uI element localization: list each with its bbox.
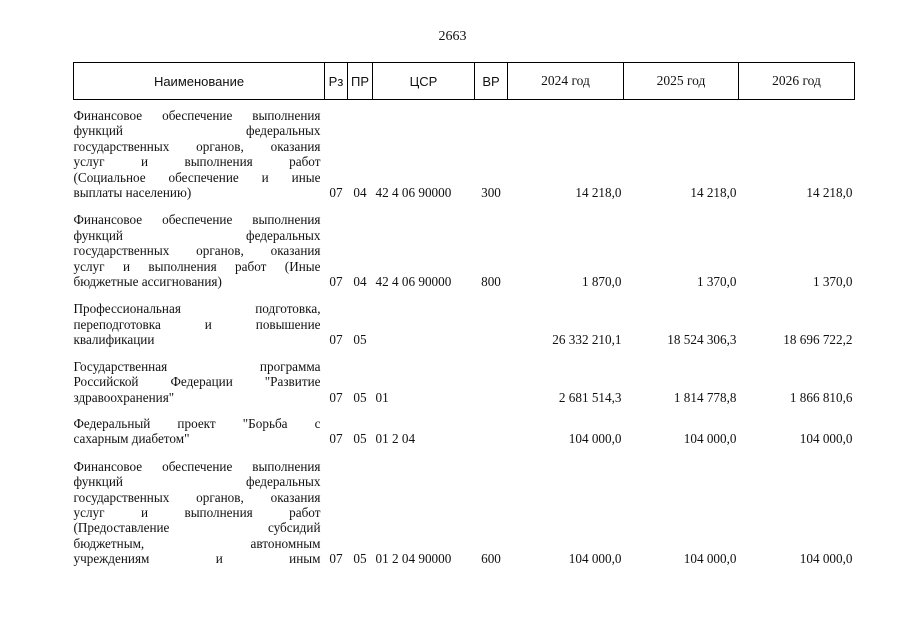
- row-name-line: переподготовка и повышение: [73, 316, 321, 332]
- row-name-line: здравоохранения": [73, 389, 175, 405]
- row-rz: 07: [329, 332, 343, 348]
- row-spacer: [74, 348, 855, 359]
- row-name-line: бюджетные ассигнования): [73, 274, 222, 290]
- row-amount-2024: 104 000,0: [568, 551, 622, 567]
- row-amount-2024: 104 000,0: [568, 431, 622, 447]
- row-amount-2024: 26 332 210,1: [552, 332, 622, 348]
- row-amount-2025: 14 218,0: [690, 185, 737, 201]
- row-vr: [475, 301, 508, 347]
- budget-table: [73, 62, 855, 567]
- row-pr: 05: [353, 389, 367, 405]
- table-row: [74, 359, 855, 405]
- row-name-line: Финансовое обеспечение выполнения: [73, 458, 321, 474]
- row-name-line: услуг и выполнения работ: [73, 154, 321, 170]
- row-amount-2024: 1 870,0: [581, 274, 622, 290]
- row-name-line: (Социальное обеспечение и иные: [73, 169, 321, 185]
- row-rz: 07: [329, 389, 343, 405]
- row-amount-2025: 18 524 306,3: [667, 332, 737, 348]
- row-name-line: функций федеральных: [73, 227, 321, 243]
- row-spacer: [74, 289, 855, 301]
- row-name-line: учреждениям и иным: [73, 551, 321, 567]
- row-name-line: функций федеральных: [73, 474, 321, 490]
- row-name-line: государственных органов, оказания: [73, 138, 321, 154]
- header-2026: 2026 год: [739, 63, 855, 100]
- row-name-line: государственных органов, оказания: [73, 243, 321, 259]
- row-name-line: Федеральный проект "Борьба с: [73, 415, 321, 431]
- row-amount-2025: 104 000,0: [683, 431, 737, 447]
- header-2024: 2024 год: [508, 63, 624, 100]
- row-vr: [475, 416, 508, 447]
- row-amount-2026: 1 370,0: [812, 274, 853, 290]
- row-name-line: (Предоставление субсидий: [73, 520, 321, 536]
- row-pr: 05: [353, 431, 367, 447]
- row-csr: 42 4 06 90000: [375, 274, 452, 290]
- header-csr: ЦСР: [373, 63, 475, 100]
- row-name: [74, 108, 325, 200]
- row-vr: 300: [481, 185, 501, 201]
- row-spacer: [74, 100, 855, 109]
- row-amount-2025: 1 370,0: [696, 274, 737, 290]
- row-rz: 07: [329, 431, 343, 447]
- table-body: [74, 100, 855, 567]
- row-rz: 07: [329, 185, 343, 201]
- row-csr: 01 2 04: [375, 431, 416, 447]
- row-amount-2026: 14 218,0: [806, 185, 853, 201]
- row-name-line: Финансовое обеспечение выполнения: [73, 212, 321, 228]
- row-name-line: услуг и выполнения работ (Иные: [73, 258, 321, 274]
- row-rz: 07: [329, 551, 343, 567]
- row-name-line: государственных органов, оказания: [73, 489, 321, 505]
- row-name-line: Российской Федерации "Развитие: [73, 374, 321, 390]
- row-name: [74, 416, 325, 447]
- row-amount-2026: 1 866 810,6: [789, 389, 853, 405]
- table-row: [74, 301, 855, 347]
- row-name-line: Финансовое обеспечение выполнения: [73, 108, 321, 123]
- row-amount-2026: 104 000,0: [799, 551, 853, 567]
- row-pr: 05: [353, 332, 367, 348]
- row-name: [74, 301, 325, 347]
- table-header-row: [74, 63, 855, 100]
- header-2025: 2025 год: [624, 63, 739, 100]
- row-name-line: услуг и выполнения работ: [73, 504, 321, 520]
- row-csr: 42 4 06 90000: [375, 185, 452, 201]
- row-amount-2024: 2 681 514,3: [558, 389, 622, 405]
- row-spacer: [74, 200, 855, 212]
- header-vr: ВР: [475, 63, 508, 100]
- row-amount-2026: 18 696 722,2: [783, 332, 853, 348]
- row-vr: 800: [481, 274, 501, 290]
- row-name-line: выплаты населению): [73, 185, 192, 201]
- table-row: [74, 416, 855, 447]
- row-vr: 600: [481, 551, 501, 567]
- table-row: [74, 459, 855, 567]
- row-spacer: [74, 405, 855, 416]
- row-name-line: Профессиональная подготовка,: [73, 301, 321, 317]
- row-name-line: функций федеральных: [73, 123, 321, 139]
- row-spacer: [74, 447, 855, 459]
- row-amount-2025: 104 000,0: [683, 551, 737, 567]
- row-name: [74, 459, 325, 567]
- header-rz: Рз: [325, 63, 348, 100]
- header-pr: ПР: [348, 63, 373, 100]
- row-csr: 01: [375, 389, 389, 405]
- row-vr: [475, 359, 508, 405]
- row-amount-2025: 1 814 778,8: [673, 389, 737, 405]
- row-name-line: Государственная программа: [73, 358, 321, 374]
- row-amount-2024: 14 218,0: [575, 185, 622, 201]
- row-pr: 04: [353, 274, 367, 290]
- row-csr: [373, 301, 475, 347]
- row-name-line: квалификации: [73, 332, 155, 348]
- table-row: [74, 212, 855, 289]
- row-name-line: сахарным диабетом": [73, 431, 190, 447]
- row-name: [74, 359, 325, 405]
- table-row: [74, 108, 855, 200]
- row-amount-2026: 104 000,0: [799, 431, 853, 447]
- row-pr: 04: [353, 185, 367, 201]
- row-csr: 01 2 04 90000: [375, 551, 452, 567]
- row-name-line: бюджетным, автономным: [73, 535, 321, 551]
- page-number: 2663: [438, 29, 467, 44]
- row-pr: 05: [353, 551, 367, 567]
- row-name: [74, 212, 325, 289]
- header-name: Наименование: [74, 63, 325, 100]
- row-rz: 07: [329, 274, 343, 290]
